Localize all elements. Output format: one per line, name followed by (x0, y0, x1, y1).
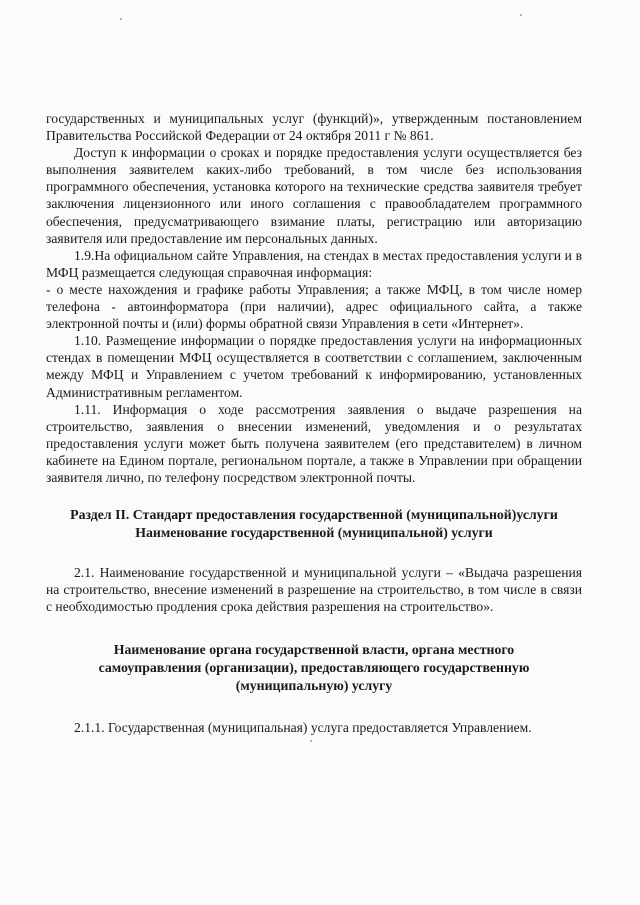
section-heading (46, 506, 582, 542)
paragraph-1-9: 1.9.На официальном сайте Управления, на стендах в местах предоставления услуги и в МФЦ размещается следующая справочная информация: (46, 247, 582, 280)
scan-speck (120, 18, 122, 20)
paragraph-2-1-1: 2.1.1. Государственная (муниципальная) услуга предоставляется Управлением. (74, 720, 532, 736)
paragraph-access-info: Доступ к информации о сроках и порядке предоставления услуги осуществляется без выполнения заявителем каких-либо требований, в том числе без использования программного обеспечения, установка которого на технические средства заявителя требует заключения лицензионного или иного соглашения с правообладателем программного обеспечения, предусматривающего взимание платы, регистрацию или авторизацию заявителя или предоставление им персональных данных. (46, 145, 582, 246)
paragraph-1-10: 1.10. Размещение информации о порядке предоставления услуги на информационных стендах в помещении МФЦ осуществляется в соответствии с соглашением, заключенным между МФЦ и Управлением с учетом требований к информированию, установленных Административным регламентом. (46, 333, 582, 400)
section-heading-line2: Наименование государственной (муниципальной) услуги (135, 525, 493, 541)
paragraph-1-11: 1.11. Информация о ходе рассмотрения заявления о выдаче разрешения на строительство, заявления о внесении изменений, уведомления и о результатах предоставления услуги может быть получена заявителем (его представителем) в личном кабинете на Едином портале, региональном портале, а также в Управлении при обращении заявителя лично, по телефону посредством электронной почты. (46, 401, 582, 485)
paragraph-1-9-list-item: - о месте нахождения и графике работы Управления; а также МФЦ, в том числе номер телефона - автоинформатора (при наличии), адрес официального сайта, а также электронной почты и (или) формы обратной связи Управления в сети «Интернет». (46, 281, 582, 332)
section-heading-line1: Раздел II. Стандарт предоставления государственной (муниципальной)услуги (70, 507, 558, 523)
paragraph-continuation: государственных и муниципальных услуг (функций)», утвержденным постановлением Правительства Российской Федерации от 24 октября 2011 г № 861. (46, 111, 582, 144)
paragraph-2-1: 2.1. Наименование государственной и муниципальной услуги – «Выдача разрешения на строительство, внесение изменений в разрешение на строительство, в том числе в связи с необходимостью продления срока действия разрешения на строительство». (46, 565, 582, 615)
org-heading: Наименование органа государственной власти, органа местного самоуправления (организации), предоставляющего государственную (муниципальную) услугу (98, 642, 530, 694)
scan-speck (310, 740, 312, 742)
document-body (46, 110, 582, 736)
scan-speck (520, 14, 522, 16)
